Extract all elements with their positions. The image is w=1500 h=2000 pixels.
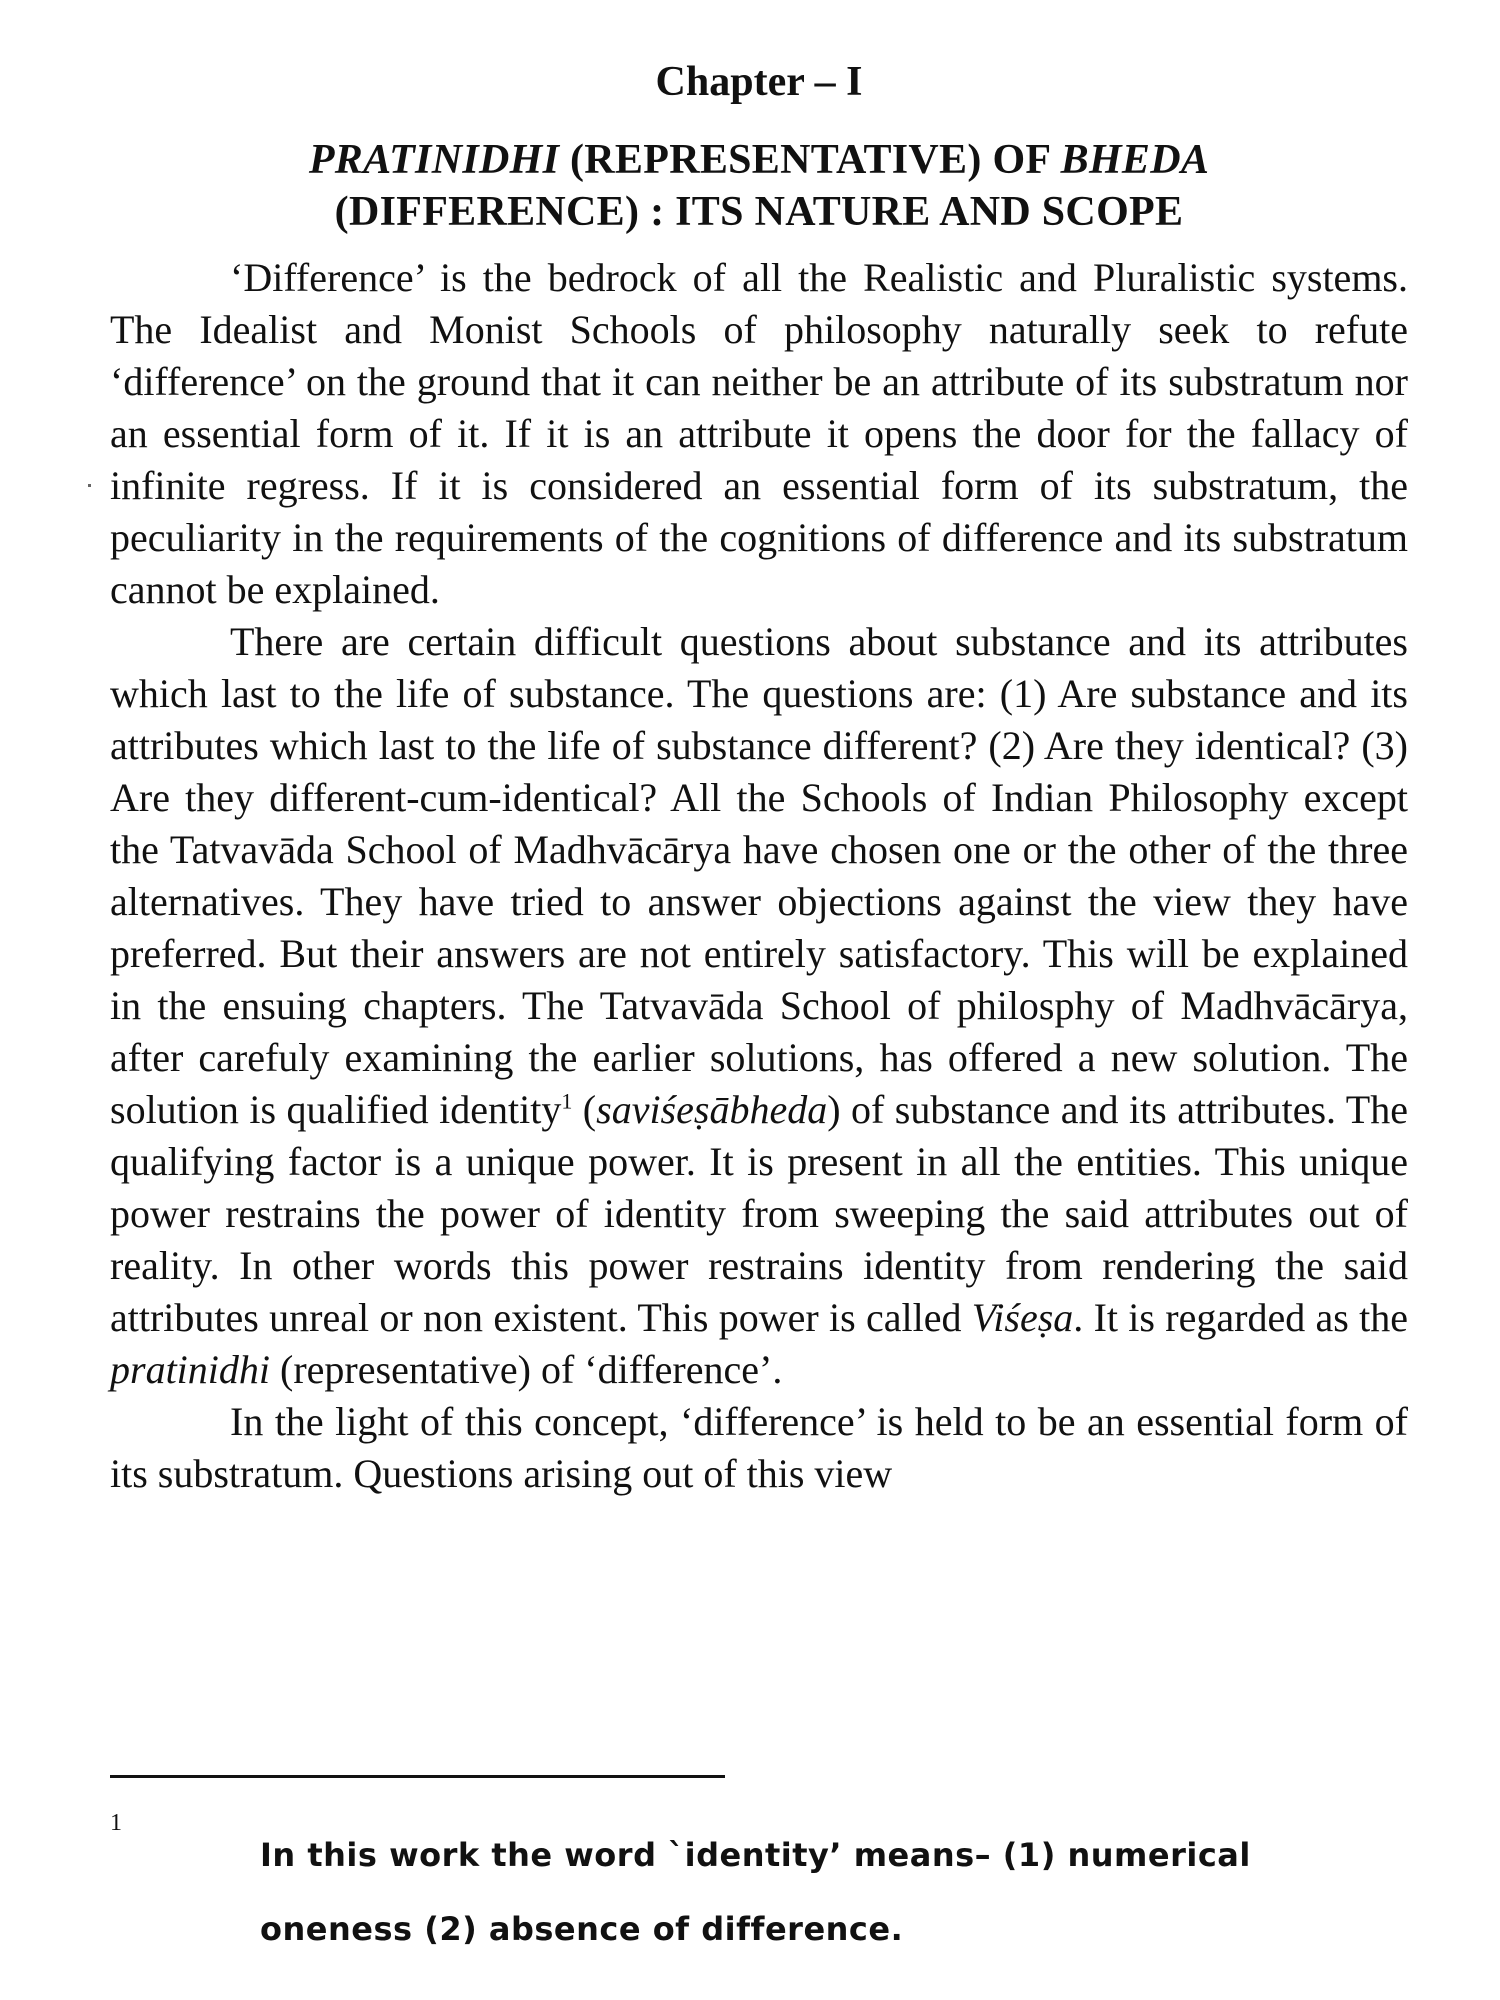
page-content <box>110 40 1408 1500</box>
term-savisesabheda: saviśeṣābheda <box>596 1087 828 1132</box>
term-visesa: Viśeṣa <box>971 1295 1074 1340</box>
chapter-title-bheda: BHEDA <box>1060 137 1210 183</box>
chapter-title <box>110 134 1408 238</box>
footnote-text <box>260 1818 1310 1966</box>
footnote-line-2: oneness (2) absence of difference. <box>260 1910 904 1948</box>
chapter-title-line-1 <box>110 134 1408 186</box>
term-pratinidhi: pratinidhi <box>110 1347 271 1392</box>
paragraph-2-part-b: ( <box>572 1087 597 1132</box>
scan-speck <box>88 484 91 487</box>
paragraph-2-part-d: . It is regarded as the <box>1073 1295 1408 1340</box>
chapter-title-representative: (REPRESENTATIVE) OF <box>559 137 1061 183</box>
chapter-title-line-2: (DIFFERENCE) : ITS NATURE AND SCOPE <box>334 189 1184 235</box>
paragraph-1: ‘Difference’ is the bedrock of all the Realistic and Pluralistic systems. The Idealist and Monist Schools of philosophy naturally seek to refute ‘difference’ on the ground that it can neither be an attribute of its substratum nor an essential form of it. If it is an attribute it opens the door for the fallacy of infinite regress. If it is considered an essential form of its substratum, the peculiarity in the requirements of the cognitions of difference and its substratum cannot be explained. <box>110 255 1408 612</box>
chapter-title-pratinidhi: PRATINIDHI <box>308 137 560 183</box>
footnote-divider <box>110 1775 725 1778</box>
footnote-marker: 1 <box>110 1810 122 1836</box>
body-text <box>110 252 1408 1500</box>
footnote-line-1: In this work the word `identity’ means– (1) numerical <box>260 1836 1251 1874</box>
paragraph-3: In the light of this concept, ‘difference’ is held to be an essential form of its substratum. Questions arising out of this view <box>110 1399 1408 1496</box>
paragraph-2-part-c: ) of substance and its attributes. The qualifying factor is a unique power. It is present in all the entities. This unique power restrains the power of identity from sweeping the said attributes out of reality. In other words this power restrains identity from rendering the said attributes unreal or non existent. This power is called <box>110 1087 1408 1340</box>
chapter-label: Chapter – I <box>655 59 863 105</box>
paragraph-2-part-e: (representative) of ‘difference’. <box>270 1347 783 1392</box>
paragraph-2 <box>110 616 1408 1396</box>
paragraph-2-part-a: There are certain difficult questions about substance and its attributes which last to the life of substance. The questions are: (1) Are substance and its attributes which last to the life of substance different? (2) Are they identical? (3) Are they different-cum-identical? All the Schools of Indian Philosophy except the Tatvavāda School of Madhvācārya have chosen one or the other of the three alternatives. They have tried to answer objections against the view they have preferred. But their answers are not entirely satisfactory. This will be explained in the ensuing chapters. The Tatvavāda School of philosphy of Madhvācārya, after carefuly examining the earlier solutions, has offered a new solution. The solution is qualified identity <box>110 619 1408 1132</box>
footnote-reference: 1 <box>561 1088 573 1114</box>
